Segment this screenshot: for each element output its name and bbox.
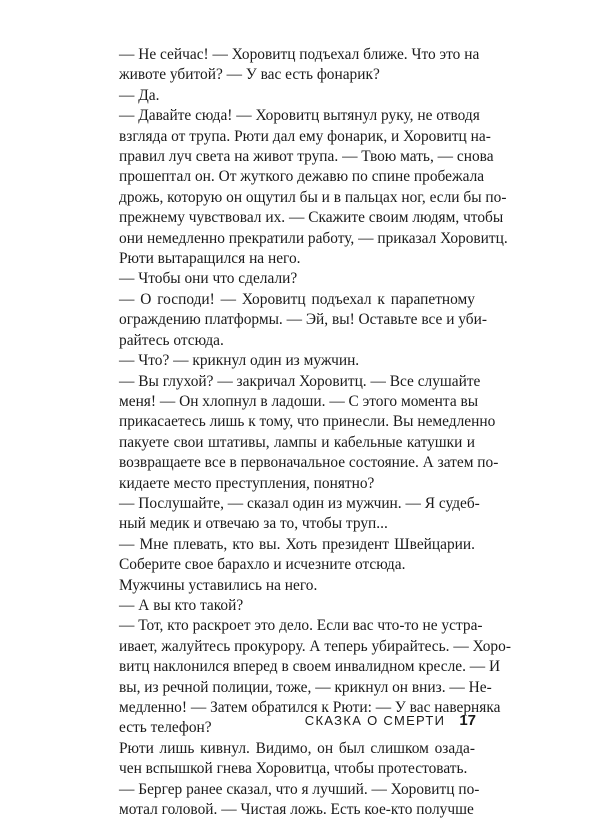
- text-line: — Что? — крикнул один из мужчин.: [119, 352, 360, 370]
- paragraph: [119, 780, 480, 820]
- page-footer: [305, 712, 476, 729]
- paragraph: [119, 596, 475, 616]
- paragraph: [119, 739, 475, 780]
- text-line: — Чтобы они что сделали?: [119, 270, 298, 288]
- text-line: Мужчины уставились на него.: [119, 576, 318, 594]
- text-line: — Не сейчас! — Хоровитц подъехал ближе. Что это на: [119, 46, 480, 63]
- text-line: — Да.: [119, 86, 160, 104]
- text-line: возвращаете все в первоначальное состояние. А затем по-: [119, 454, 499, 472]
- paragraph: [119, 86, 475, 106]
- paragraph: [119, 269, 475, 289]
- page-number: 17: [459, 712, 476, 729]
- text-line: животе убитой? — У вас есть фонарик?: [119, 66, 380, 84]
- text-line: чен вспышкой гнева Хоровитца, чтобы протестовать.: [119, 760, 468, 778]
- text-line: — О господи! — Хоровитц подъехал к парапетному: [119, 290, 475, 308]
- text-line: — Бергер ранее сказал, что я лучший. — Хоровитц по-: [119, 780, 480, 798]
- text-line: ивает, жалуйтесь прокурору. А теперь убирайтесь. — Хоро-: [119, 637, 511, 655]
- paragraph: [119, 249, 475, 269]
- paragraph: [119, 45, 480, 86]
- text-line: Рюти лишь кивнул. Видимо, он был слишком озада-: [119, 739, 475, 757]
- text-line: — Послушайте, — сказал один из мужчин. — Я судеб-: [119, 494, 480, 512]
- paragraph: [119, 494, 480, 535]
- text-line: ограждению платформы. — Эй, вы! Оставьте все и уби-: [119, 311, 487, 329]
- text-line: кидаете место преступления, понятно?: [119, 474, 375, 492]
- paragraph: [119, 372, 499, 494]
- body-text: [119, 45, 511, 820]
- text-line: — Давайте сюда! — Хоровитц вытянул руку, не отводя: [119, 107, 480, 125]
- text-line: прошептал он. От жуткого дежавю по спине пробежала: [119, 168, 485, 186]
- text-line: правил луч света на живот трупа. — Твою мать, — снова: [119, 148, 494, 166]
- paragraph: [119, 535, 475, 576]
- paragraph: [119, 290, 487, 351]
- text-line: меня! — Он хлопнул в ладоши. — С этого момента вы: [119, 392, 479, 410]
- text-line: — Тот, кто раскроет это дело. Если вас что-то не устра-: [119, 617, 483, 635]
- text-line: Соберите свое барахло и исчезните отсюда.: [119, 556, 406, 574]
- text-line: — Мне плевать, кто вы. Хоть президент Швейцарии.: [119, 535, 475, 553]
- text-line: прежнему чувствовал их. — Скажите своим людям, чтобы: [119, 209, 504, 227]
- text-line: дрожь, которую он ощутил бы и в пальцах ног, если бы по-: [119, 188, 507, 206]
- text-line: прикасаетесь лишь к тому, что принесли. Вы немедленно: [119, 413, 496, 431]
- text-line: ный медик и отвечаю за то, чтобы труп...: [119, 515, 388, 533]
- running-title: СКАЗКА О СМЕРТИ: [304, 713, 446, 728]
- paragraph: [119, 351, 475, 371]
- text-line: — А вы кто такой?: [119, 596, 244, 614]
- text-line: пакуете свои штативы, лампы и кабельные катушки и: [119, 433, 475, 451]
- text-line: — Вы глухой? — закричал Хоровитц. — Все слушайте: [119, 372, 481, 390]
- text-line: райтесь отсюда.: [119, 331, 224, 349]
- text-line: они немедленно прекратили работу, — приказал Хоровитц.: [119, 229, 508, 247]
- text-line: мотал головой. — Чистая ложь. Есть кое-кто получше: [119, 801, 474, 819]
- text-line: Рюти вытаращился на него.: [119, 250, 301, 268]
- text-line: взгляда от трупа. Рюти дал ему фонарик, и Хоровитц на-: [119, 127, 491, 145]
- text-line: медленно! — Затем обратился к Рюти: — У вас наверняка: [119, 699, 501, 716]
- text-line: вы, из речной полиции, тоже, — крикнул он вниз. — Не-: [119, 678, 492, 696]
- text-line: есть телефон?: [119, 719, 212, 737]
- text-line: витц наклонился вперед в своем инвалидном кресле. — И: [119, 658, 501, 676]
- paragraph: [119, 576, 475, 596]
- paragraph: [119, 106, 508, 249]
